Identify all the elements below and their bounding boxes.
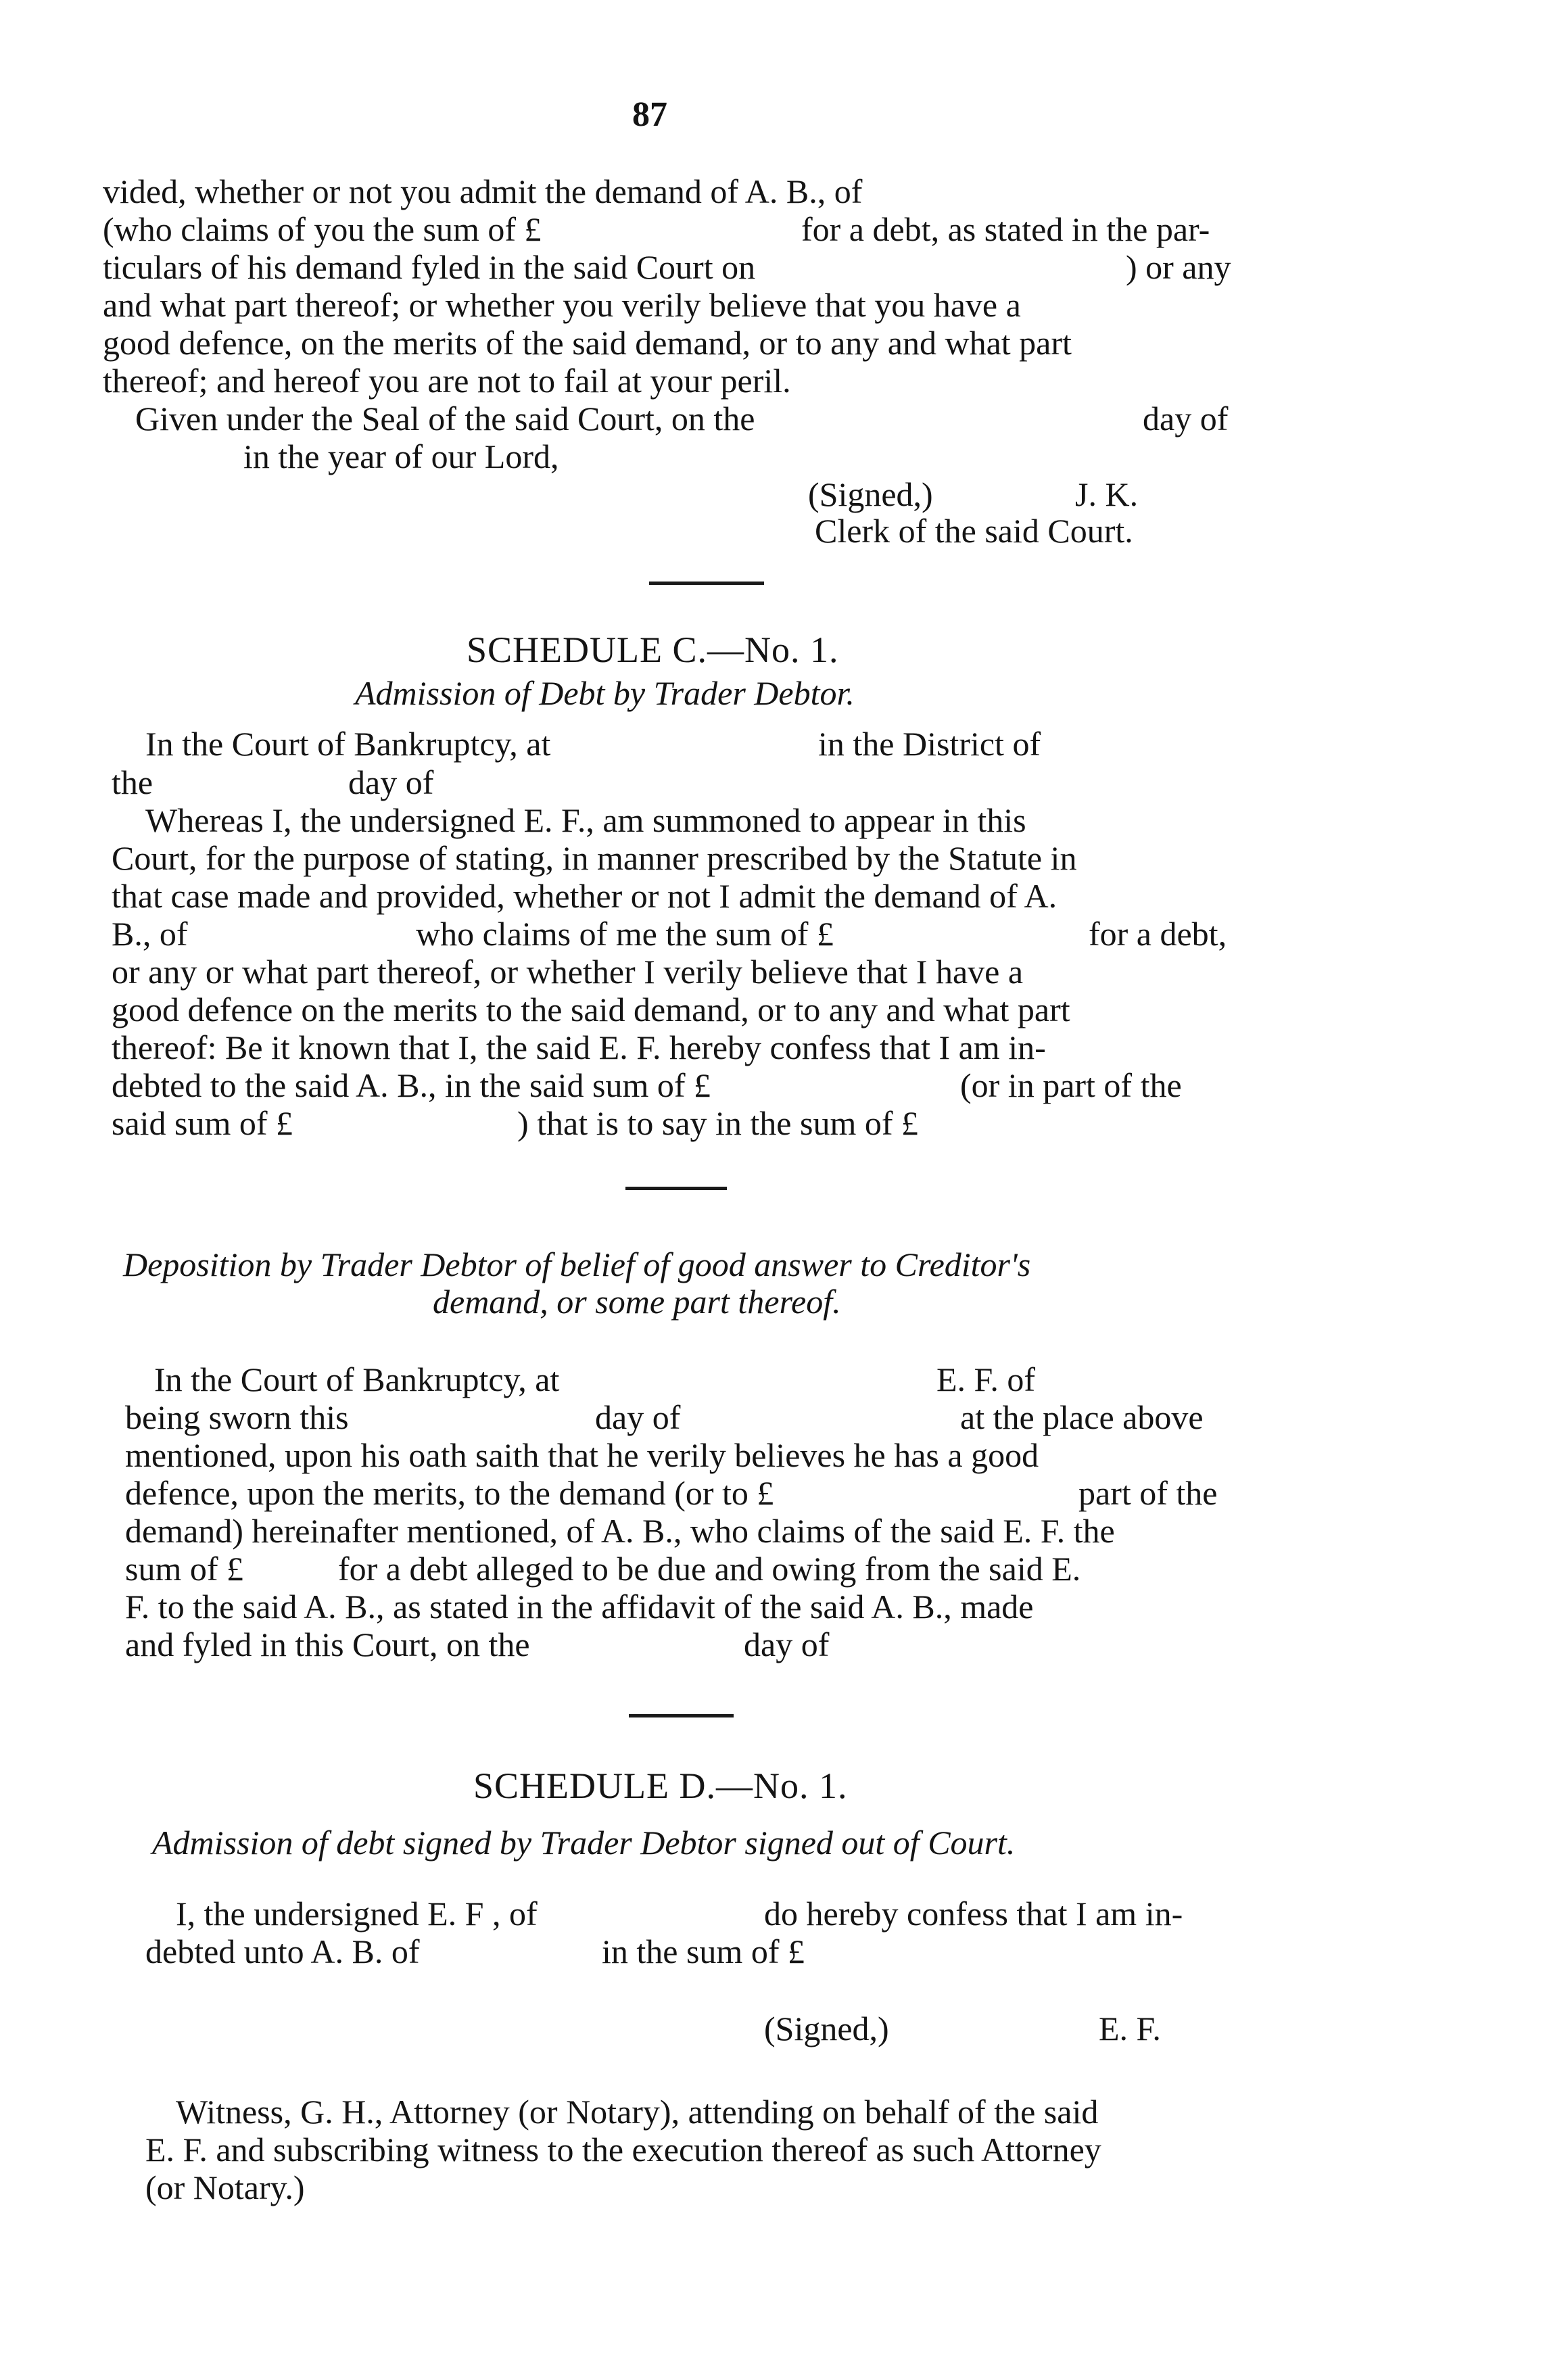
text-line: for a debt alleged to be due and owing from the said E. — [338, 1550, 1081, 1588]
text-line: who claims of me the sum of £ — [416, 915, 834, 953]
section-divider — [625, 1187, 727, 1190]
section-subheading: Deposition by Trader Debtor of belief of good answer to Creditor's — [123, 1246, 1031, 1283]
text-line: debted to the said A. B., in the said sum of £ — [112, 1066, 711, 1104]
text-line: Witness, G. H., Attorney (or Notary), attending on behalf of the said — [176, 2093, 1099, 2131]
text-line: In the Court of Bankruptcy, at — [154, 1360, 560, 1398]
text-line: (or Notary.) — [145, 2168, 305, 2206]
text-line: in the sum of £ — [602, 1933, 805, 1970]
text-line: ) that is to say in the sum of £ — [517, 1104, 918, 1142]
signer-name: J. K. — [1075, 475, 1139, 513]
section-subheading: Admission of Debt by Trader Debtor. — [355, 674, 855, 712]
text-line: in the District of — [818, 725, 1041, 763]
section-divider — [629, 1714, 734, 1717]
text-line: sum of £ — [125, 1550, 243, 1588]
text-line: and what part thereof; or whether you verily believe that you have a — [103, 286, 1021, 324]
signer-name: E. F. — [1099, 2010, 1161, 2047]
text-line: said sum of £ — [112, 1104, 293, 1142]
text-line: E. F. and subscribing witness to the execution thereof as such Attorney — [145, 2131, 1101, 2168]
text-line: in the year of our Lord, — [243, 437, 559, 475]
text-line: for a debt, — [1089, 915, 1227, 953]
text-line: day of — [744, 1626, 830, 1663]
text-line: vided, whether or not you admit the demand of A. B., of — [103, 172, 863, 210]
text-line: day of — [1143, 400, 1229, 437]
text-line: Court, for the purpose of stating, in manner prescribed by the Statute in — [112, 839, 1077, 877]
text-line: or any or what part thereof, or whether I verily believe that I have a — [112, 953, 1024, 991]
text-line: ) or any — [1126, 248, 1231, 286]
text-line: for a debt, as stated in the par- — [801, 210, 1210, 248]
section-heading: SCHEDULE D.—No. 1. — [473, 1765, 848, 1806]
text-line: that case made and provided, whether or not I admit the demand of A. — [112, 877, 1058, 915]
text-line: at the place above — [960, 1398, 1204, 1436]
text-line: (who claims of you the sum of £ — [103, 210, 542, 248]
text-line: being sworn this — [125, 1398, 349, 1436]
text-line: thereof: Be it known that I, the said E. F. hereby confess that I am in- — [112, 1028, 1046, 1066]
section-subheading: Admission of debt signed by Trader Debtor signed out of Court. — [152, 1824, 1016, 1862]
text-line: (or in part of the — [960, 1066, 1182, 1104]
signed-label: (Signed,) — [808, 475, 933, 513]
text-line: good defence, on the merits of the said demand, or to any and what part — [103, 324, 1072, 362]
text-line: and fyled in this Court, on the — [125, 1626, 530, 1663]
text-line: part of the — [1078, 1474, 1218, 1512]
text-line: good defence on the merits to the said demand, or to any and what part — [112, 991, 1070, 1028]
section-heading: SCHEDULE C.—No. 1. — [467, 630, 839, 670]
text-line: I, the undersigned E. F , of — [176, 1895, 538, 1933]
text-line: thereof; and hereof you are not to fail at your peril. — [103, 362, 791, 400]
text-line: F. to the said A. B., as stated in the affidavit of the said A. B., made — [125, 1588, 1034, 1626]
text-line: Whereas I, the undersigned E. F., am summoned to appear in this — [145, 801, 1026, 839]
signed-label: (Signed,) — [764, 2010, 889, 2047]
text-line: day of — [595, 1398, 681, 1436]
text-line: day of — [348, 763, 434, 801]
section-divider — [649, 582, 764, 585]
text-line: Given under the Seal of the said Court, on the — [135, 400, 755, 437]
text-line: E. F. of — [936, 1360, 1035, 1398]
clerk-title: Clerk of the said Court. — [815, 512, 1133, 550]
text-line: In the Court of Bankruptcy, at — [145, 725, 551, 763]
text-line: ticulars of his demand fyled in the said Court on — [103, 248, 756, 286]
text-line: do hereby confess that I am in- — [764, 1895, 1183, 1933]
page-number: 87 — [632, 95, 667, 134]
section-subheading: demand, or some part thereof. — [433, 1283, 841, 1321]
text-line: B., of — [112, 915, 188, 953]
text-line: mentioned, upon his oath saith that he verily believes he has a good — [125, 1436, 1039, 1474]
text-line: defence, upon the merits, to the demand (or to £ — [125, 1474, 774, 1512]
text-line: the — [112, 763, 153, 801]
text-line: debted unto A. B. of — [145, 1933, 420, 1970]
text-line: demand) hereinafter mentioned, of A. B., who claims of the said E. F. the — [125, 1512, 1115, 1550]
